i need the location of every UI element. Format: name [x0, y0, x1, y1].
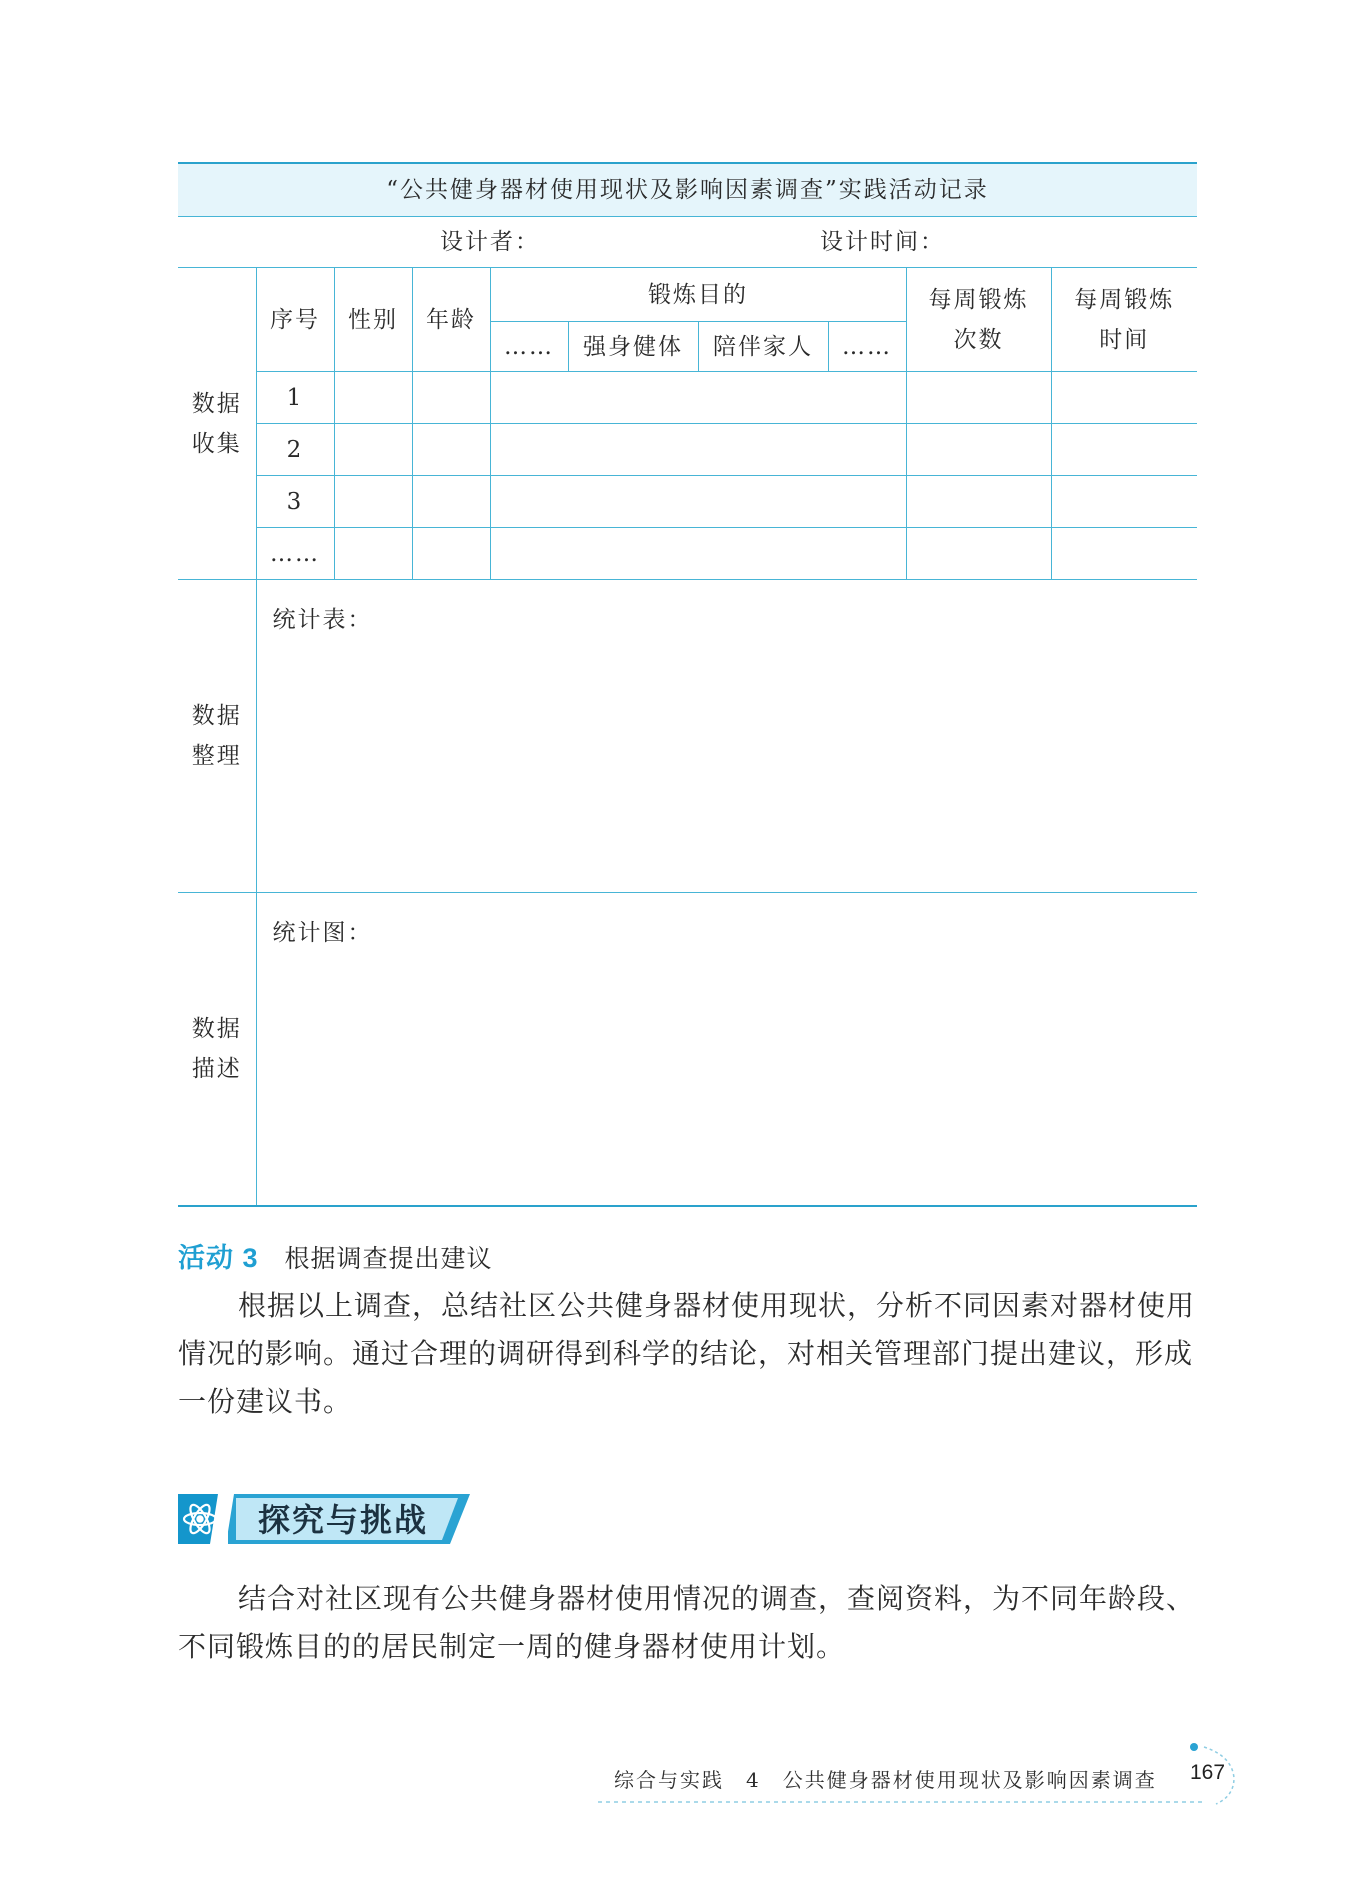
purpose-sub-3: 陪伴家人	[698, 322, 828, 372]
col-gender: 性别	[334, 268, 412, 372]
section-organize-label: 数据整理	[191, 703, 242, 769]
table-row	[178, 528, 1197, 580]
col-weekly-count	[906, 268, 1051, 372]
record-table	[178, 162, 1197, 1207]
table-row	[178, 424, 1197, 476]
designer-row	[178, 217, 1197, 268]
col-weekly-time-label: 每周锻炼时间	[1074, 286, 1175, 353]
activity-title: 根据调查提出建议	[284, 1244, 493, 1273]
activity-heading	[178, 1236, 493, 1275]
table-row	[178, 372, 1197, 424]
designer-label: 设计者：	[440, 229, 540, 255]
section-describe-label: 数据描述	[191, 1015, 242, 1082]
challenge-title: 探究与挑战	[258, 1501, 429, 1539]
design-time-label: 设计时间：	[820, 229, 945, 255]
section-collect-label: 数据收集	[191, 390, 242, 457]
col-weekly-count-label: 每周锻炼次数	[928, 286, 1029, 353]
col-age: 年龄	[412, 268, 490, 372]
stat-table-area: 统计表：	[256, 580, 1197, 893]
row-index: ……	[256, 528, 334, 580]
purpose-sub-4: ……	[828, 322, 906, 372]
col-purpose: 锻炼目的	[490, 268, 906, 322]
purpose-sub-2: 强身健体	[568, 322, 698, 372]
table-row	[178, 476, 1197, 528]
section-describe	[178, 893, 256, 1206]
table-title: “公共健身器材使用现状及影响因素调查”实践活动记录	[178, 163, 1197, 217]
challenge-paragraph: 结合对社区现有公共健身器材使用情况的调查，查阅资料，为不同年龄段、不同锻炼目的的居民制定一周的健身器材使用计划。	[178, 1582, 1196, 1663]
col-weekly-time	[1051, 268, 1197, 372]
row-index: 3	[256, 476, 334, 528]
activity-paragraph: 根据以上调查，总结社区公共健身器材使用现状，分析不同因素对器材使用情况的影响。通过合理的调研得到科学的结论，对相关管理部门提出建议，形成一份建议书。	[178, 1289, 1196, 1418]
activity-number: 活动 3	[178, 1243, 259, 1273]
row-index: 2	[256, 424, 334, 476]
footer-chapter: 综合与实践 4 公共健身器材使用现状及影响因素调查	[614, 1768, 1157, 1792]
section-collect	[178, 268, 256, 580]
purpose-sub-1: ……	[490, 322, 568, 372]
section-organize	[178, 580, 256, 893]
page-number: 167	[1190, 1761, 1226, 1784]
stat-chart-area: 统计图：	[256, 893, 1197, 1206]
col-index: 序号	[256, 268, 334, 372]
row-index: 1	[256, 372, 334, 424]
